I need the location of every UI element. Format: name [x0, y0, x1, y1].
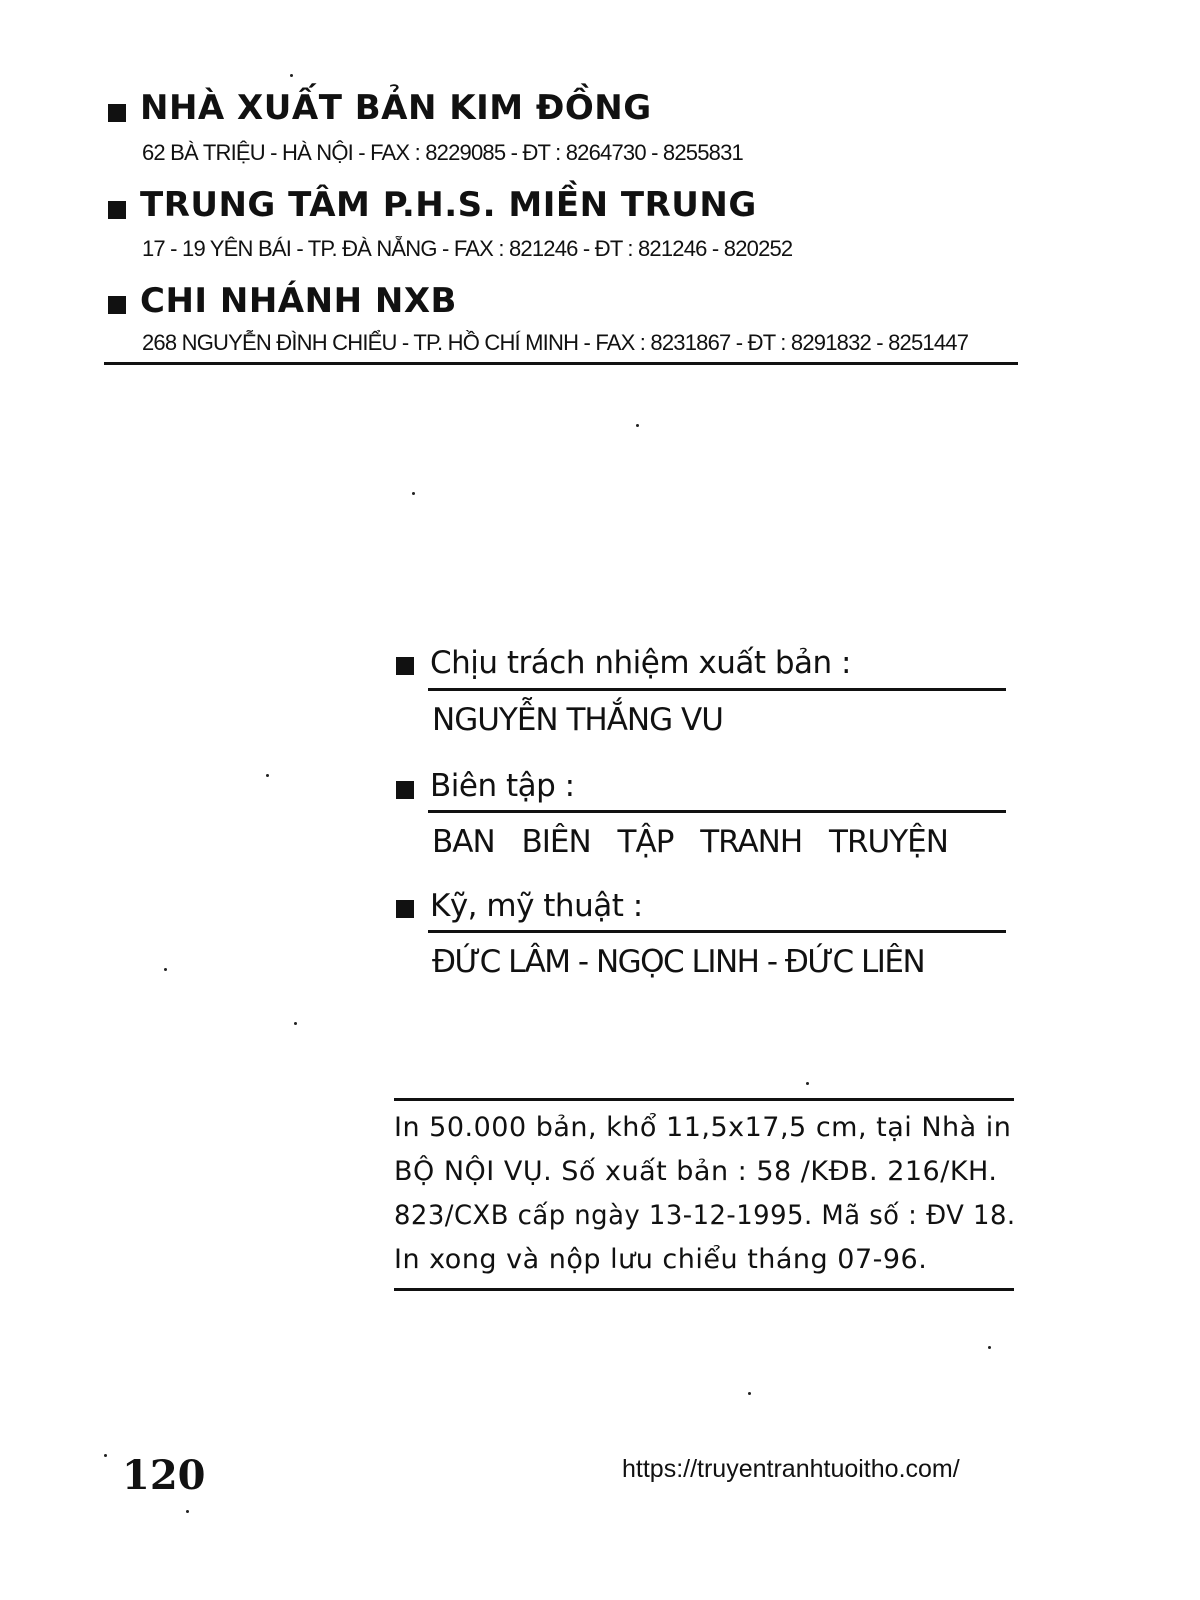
- divider: [104, 362, 1018, 365]
- divider: [428, 810, 1006, 813]
- divider: [428, 688, 1006, 691]
- square-bullet-icon: [108, 104, 126, 122]
- credit-value: ĐỨC LÂM - NGỌC LINH - ĐỨC LIÊN: [432, 944, 925, 980]
- square-bullet-icon: [396, 900, 414, 918]
- credit-label: Chịu trách nhiệm xuất bản :: [430, 645, 851, 681]
- publisher-address: 268 NGUYỄN ĐÌNH CHIỂU - TP. HỒ CHÍ MINH - FAX : 8231867 - ĐT : 8291832 - 8251447: [142, 330, 969, 355]
- imprint-line: In 50.000 bản, khổ 11,5x17,5 cm, tại Nhà in: [394, 1112, 1012, 1143]
- publisher-name: TRUNG TÂM P.H.S. MIỀN TRUNG: [140, 185, 757, 225]
- publisher-name: NHÀ XUẤT BẢN KIM ĐỒNG: [140, 88, 652, 128]
- divider: [428, 930, 1006, 933]
- credit-value: BAN BIÊN TẬP TRANH TRUYỆN: [432, 824, 948, 860]
- square-bullet-icon: [396, 781, 414, 799]
- publisher-name: CHI NHÁNH NXB: [140, 281, 457, 321]
- imprint-line: BỘ NỘI VỤ. Số xuất bản : 58 /KĐB. 216/KH.: [394, 1156, 998, 1187]
- credit-label: Kỹ, mỹ thuật :: [430, 888, 643, 924]
- imprint-line: In xong và nộp lưu chiểu tháng 07-96.: [394, 1244, 928, 1275]
- credit-label: Biên tập :: [430, 768, 575, 804]
- page-number: 120: [122, 1452, 206, 1499]
- divider: [394, 1098, 1014, 1101]
- square-bullet-icon: [396, 657, 414, 675]
- imprint-line: 823/CXB cấp ngày 13-12-1995. Mã số : ĐV 18.: [394, 1200, 1016, 1231]
- publisher-address: 62 BÀ TRIỆU - HÀ NỘI - FAX : 8229085 - ĐT : 8264730 - 8255831: [142, 140, 743, 165]
- credit-value: NGUYỄN THẮNG VU: [432, 702, 723, 738]
- square-bullet-icon: [108, 201, 126, 219]
- publisher-address: 17 - 19 YÊN BÁI - TP. ĐÀ NẴNG - FAX : 821246 - ĐT : 821246 - 820252: [142, 236, 793, 261]
- square-bullet-icon: [108, 296, 126, 314]
- divider: [394, 1288, 1014, 1291]
- source-url: https://truyentranhtuoitho.com/: [622, 1455, 960, 1483]
